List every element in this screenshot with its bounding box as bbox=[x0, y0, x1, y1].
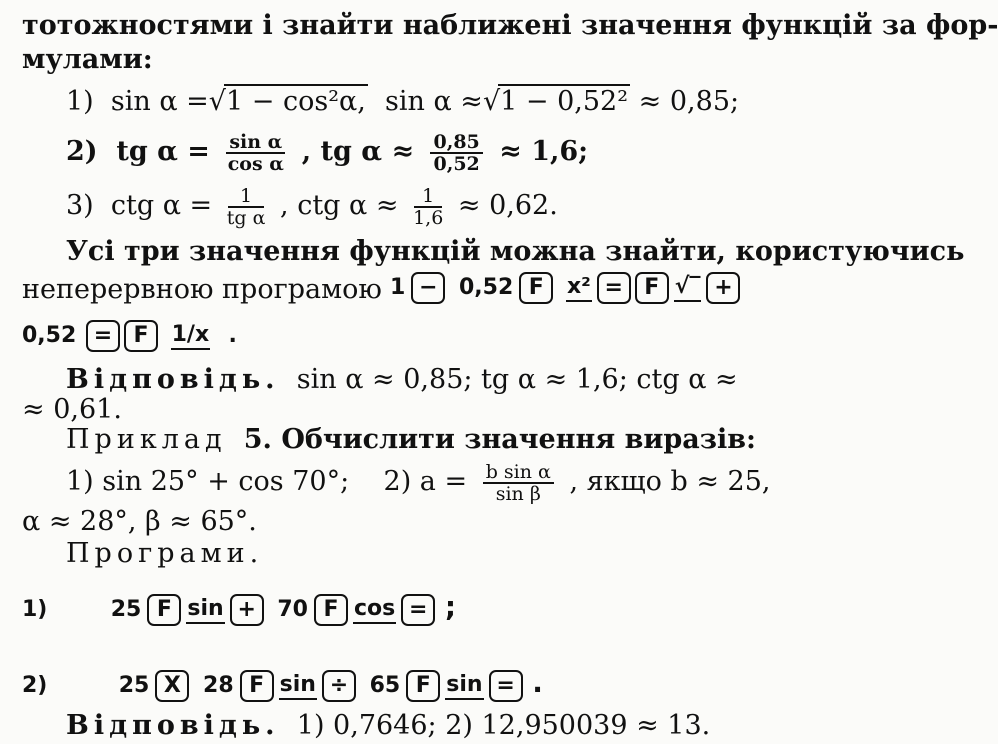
example-variables: α ≈ 28°, β ≈ 65°. bbox=[22, 506, 257, 537]
formula-3 bbox=[66, 182, 558, 230]
formula-3-num-1: 1 bbox=[228, 186, 265, 208]
formula-2-lhs: tg α = bbox=[116, 136, 210, 167]
formula-1-radicand-1: 1 − cos²α, bbox=[226, 86, 366, 117]
intro-line-2: мулами: bbox=[22, 44, 153, 75]
formula-3-fraction-1 bbox=[224, 186, 269, 228]
formula-1-radicand-2: 1 − 0,52² bbox=[500, 86, 629, 117]
program-2 bbox=[22, 668, 543, 702]
formula-3-result: ≈ 0,62. bbox=[457, 190, 558, 221]
formula-3-den-2: 1,6 bbox=[413, 206, 444, 229]
program-main-number-1: 1 bbox=[390, 275, 406, 300]
program-2-label: 2) bbox=[22, 673, 48, 698]
program-main-row-1 bbox=[386, 272, 742, 304]
paragraph-1: Усі три значення функцій можна знайти, користуючись bbox=[66, 236, 965, 267]
example-heading bbox=[66, 424, 756, 456]
plus-key: + bbox=[230, 594, 264, 626]
f-key: F bbox=[519, 272, 553, 304]
program-2-number-25: 25 bbox=[118, 673, 150, 698]
answer-line bbox=[66, 364, 738, 396]
formula-1-result: ≈ 0,85; bbox=[638, 86, 740, 117]
formula-1-lhs: sin α = bbox=[110, 86, 209, 117]
program-main-number-052-b: 0,52 bbox=[22, 323, 77, 348]
formula-2-den-1: cos α bbox=[227, 152, 284, 175]
example-label: Приклад bbox=[66, 424, 227, 455]
formula-2 bbox=[66, 128, 588, 176]
formula-3-label: 3) bbox=[66, 190, 94, 221]
formula-1-mid: sin α ≈ bbox=[385, 86, 483, 117]
final-answer bbox=[66, 710, 710, 742]
formula-3-lhs: ctg α = bbox=[110, 190, 213, 221]
final-answer-text: 1) 0,7646; 2) 12,950039 ≈ 13. bbox=[296, 710, 711, 741]
program-main-end: . bbox=[228, 323, 237, 348]
formula-3-num-2: 1 bbox=[414, 186, 442, 208]
formula-2-num-2: 0,85 bbox=[430, 132, 482, 154]
formula-2-mid: , tg α ≈ bbox=[301, 136, 415, 167]
example-expression-1: 1) sin 25° + cos 70°; bbox=[66, 466, 350, 497]
formula-1-label: 1) bbox=[66, 86, 94, 117]
divide-key: ÷ bbox=[322, 670, 356, 702]
final-answer-label: Відповідь. bbox=[66, 710, 280, 741]
formula-3-mid: , ctg α ≈ bbox=[280, 190, 399, 221]
example-num: b sin α bbox=[483, 462, 554, 484]
intro-line-1: тотожностями і знайти наближені значення функцій за фор- bbox=[22, 10, 998, 41]
program-main-row-2 bbox=[22, 320, 237, 352]
plus-key: + bbox=[706, 272, 740, 304]
formula-2-den-2: 0,52 bbox=[433, 152, 480, 175]
f-key: F bbox=[406, 670, 440, 702]
example-text: 5. Обчислити значення виразів: bbox=[243, 424, 756, 455]
program-1-number-70: 70 bbox=[277, 597, 308, 622]
program-1-number-25: 25 bbox=[110, 597, 142, 622]
f-key: F bbox=[147, 594, 181, 626]
example-expressions bbox=[66, 458, 770, 506]
x-squared-function: x² bbox=[566, 274, 592, 302]
f-key: F bbox=[635, 272, 669, 304]
formula-2-label: 2) bbox=[66, 136, 98, 167]
equals-key: = bbox=[86, 320, 120, 352]
program-1 bbox=[22, 592, 456, 626]
program-main-number-052: 0,52 bbox=[458, 275, 514, 300]
answer-label: Відповідь. bbox=[66, 364, 280, 395]
formula-2-fraction-1 bbox=[222, 132, 289, 174]
sin-function: sin bbox=[279, 672, 317, 700]
f-key: F bbox=[314, 594, 348, 626]
equals-key: = bbox=[401, 594, 435, 626]
equals-key: = bbox=[489, 670, 523, 702]
f-key: F bbox=[240, 670, 274, 702]
equals-key: = bbox=[597, 272, 631, 304]
example-expression-2-tail: , якщо b ≈ 25, bbox=[569, 466, 771, 497]
sqrt-function: √‾ bbox=[674, 274, 702, 302]
program-2-end: . bbox=[532, 666, 543, 699]
formula-3-den-1: tg α bbox=[226, 206, 266, 229]
sin-function: sin bbox=[186, 596, 224, 624]
formula-2-num-1: sin α bbox=[226, 132, 285, 154]
sin-function: sin bbox=[445, 672, 483, 700]
reciprocal-function: 1/x bbox=[171, 322, 211, 350]
answer-continuation: ≈ 0,61. bbox=[22, 394, 122, 425]
formula-1: 1) sin α =√1 − cos²α, sin α ≈√1 − 0,52² ≈ 0,85; bbox=[66, 86, 740, 117]
program-2-number-28: 28 bbox=[203, 673, 234, 698]
minus-key: − bbox=[411, 272, 445, 304]
formula-3-fraction-2 bbox=[410, 186, 446, 228]
example-expression-2-lhs: 2) a = bbox=[383, 466, 468, 497]
program-1-end: ; bbox=[444, 590, 457, 623]
formula-2-result: ≈ 1,6; bbox=[499, 136, 589, 167]
answer-values: sin α ≈ 0,85; tg α ≈ 1,6; ctg α ≈ bbox=[296, 364, 738, 395]
program-2-number-65: 65 bbox=[369, 673, 401, 698]
programs-label: Програми. bbox=[66, 538, 264, 569]
paragraph-2: неперервною програмою bbox=[22, 274, 382, 305]
f-key: F bbox=[124, 320, 158, 352]
formula-2-fraction-2 bbox=[426, 132, 486, 174]
multiply-key: X bbox=[155, 670, 189, 702]
example-expression-2-fraction bbox=[479, 462, 558, 504]
program-1-label: 1) bbox=[22, 597, 48, 622]
example-den: sin β bbox=[495, 482, 541, 505]
cos-function: cos bbox=[353, 596, 396, 624]
